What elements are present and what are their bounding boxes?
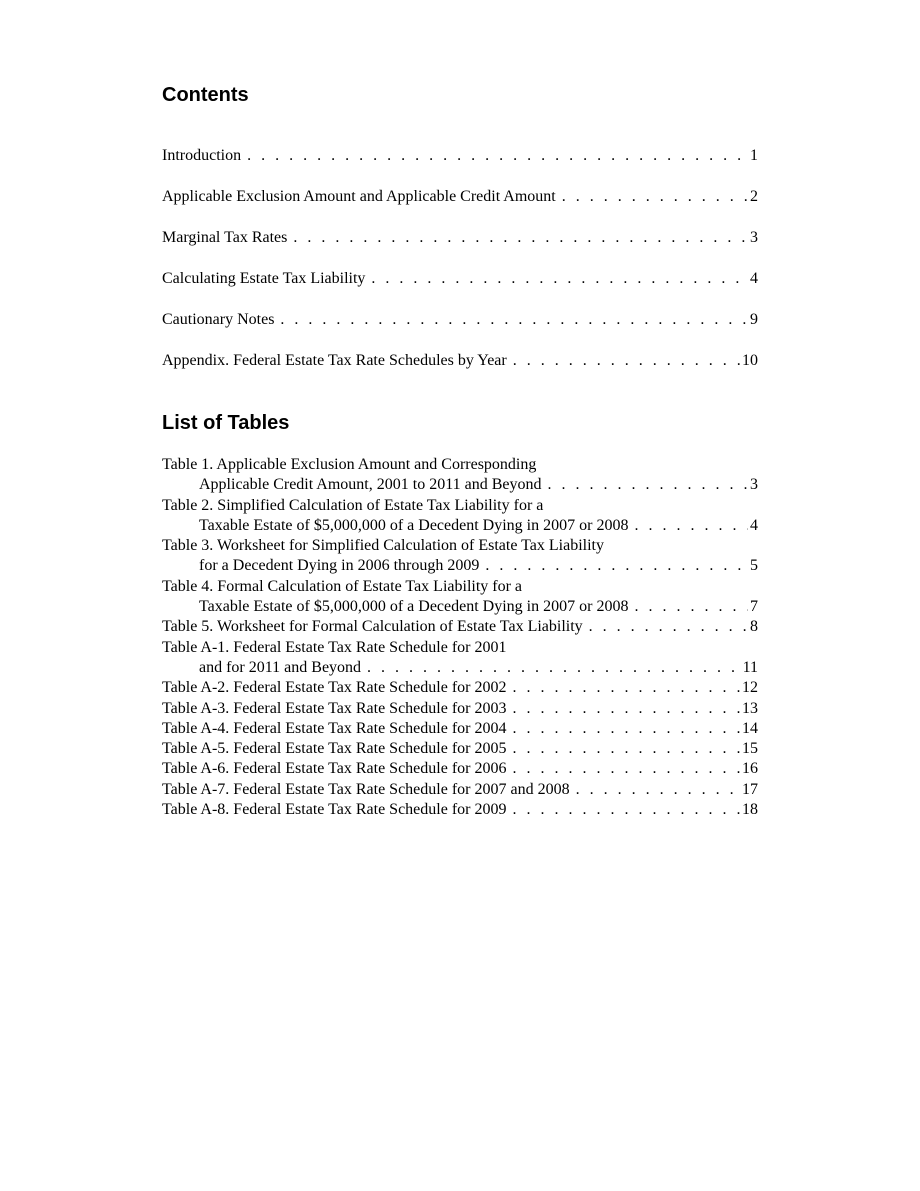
table-entry-page: 12 xyxy=(742,679,758,697)
table-entry-page: 8 xyxy=(750,618,758,636)
table-entry-page: 11 xyxy=(742,658,758,676)
dot-leader xyxy=(293,226,748,250)
table-entry-continuation xyxy=(162,475,758,495)
dot-leader xyxy=(512,739,740,759)
toc-entry-title: Applicable Exclusion Amount and Applicable Credit Amount xyxy=(162,188,556,205)
table-entry-page: 15 xyxy=(742,740,758,758)
table-entry-title: Table 4. Formal Calculation of Estate Tax Liability for a xyxy=(162,577,523,595)
table-entry-page: 14 xyxy=(742,719,758,737)
dot-leader xyxy=(280,308,748,332)
table-entry-title: Table 3. Worksheet for Simplified Calculation of Estate Tax Liability xyxy=(162,537,604,555)
contents-heading: Contents xyxy=(162,84,249,106)
table-entry-title: Table A-1. Federal Estate Tax Rate Schedule for 2001 xyxy=(162,638,507,656)
table-entry-title: Table A-8. Federal Estate Tax Rate Schedule for 2009 xyxy=(162,801,507,819)
dot-leader xyxy=(367,658,741,678)
dot-leader xyxy=(512,800,740,820)
table-entry-title: Table A-3. Federal Estate Tax Rate Schedule for 2003 xyxy=(162,699,507,717)
dot-leader xyxy=(634,516,748,536)
list-of-tables xyxy=(162,455,758,820)
dot-leader xyxy=(562,185,748,209)
table-entry-title-cont: and for 2011 and Beyond xyxy=(199,658,362,676)
toc-entry-title: Introduction xyxy=(162,147,242,164)
table-entry-page: 17 xyxy=(742,780,758,798)
dot-leader xyxy=(512,719,740,739)
table-entry[interactable] xyxy=(162,699,758,719)
table-entry-title-cont: Applicable Credit Amount, 2001 to 2011 and Beyond xyxy=(199,476,542,494)
toc-entry-page: 4 xyxy=(750,270,758,287)
table-entry-title-cont: Taxable Estate of $5,000,000 of a Decedent Dying in 2007 or 2008 xyxy=(199,598,629,616)
table-entry[interactable] xyxy=(162,536,758,577)
toc-entry[interactable] xyxy=(162,349,758,390)
toc-entry-title: Appendix. Federal Estate Tax Rate Schedules by Year xyxy=(162,352,507,369)
table-entry-continuation xyxy=(162,556,758,576)
table-entry-page: 5 xyxy=(750,557,758,575)
list-of-tables-heading: List of Tables xyxy=(162,412,290,434)
table-entry-title: Table 2. Simplified Calculation of Estate Tax Liability for a xyxy=(162,496,544,514)
table-entry-page: 18 xyxy=(742,801,758,819)
contents-list xyxy=(162,144,758,390)
table-entry-title: Table A-4. Federal Estate Tax Rate Schedule for 2004 xyxy=(162,719,507,737)
table-entry-page: 16 xyxy=(742,760,758,778)
table-entry[interactable] xyxy=(162,719,758,739)
toc-entry[interactable] xyxy=(162,185,758,226)
toc-entry-page: 3 xyxy=(750,229,758,246)
table-entry-title: Table 5. Worksheet for Formal Calculation of Estate Tax Liability xyxy=(162,618,583,636)
dot-leader xyxy=(513,349,740,373)
dot-leader xyxy=(576,780,740,800)
table-entry[interactable] xyxy=(162,455,758,496)
dot-leader xyxy=(247,144,748,168)
table-entry-page: 3 xyxy=(750,476,758,494)
table-entry-title-cont: for a Decedent Dying in 2006 through 2009 xyxy=(199,557,480,575)
toc-entry-page: 9 xyxy=(750,311,758,328)
toc-entry-title: Marginal Tax Rates xyxy=(162,229,288,246)
table-entry-title: Table A-5. Federal Estate Tax Rate Schedule for 2005 xyxy=(162,740,507,758)
toc-entry-page: 2 xyxy=(750,188,758,205)
table-entry-page: 4 xyxy=(750,516,758,534)
dot-leader xyxy=(512,678,740,698)
toc-entry[interactable] xyxy=(162,308,758,349)
table-entry-title: Table A-6. Federal Estate Tax Rate Schedule for 2006 xyxy=(162,760,507,778)
dot-leader xyxy=(634,597,748,617)
table-entry-title-cont: Taxable Estate of $5,000,000 of a Decedent Dying in 2007 or 2008 xyxy=(199,516,629,534)
table-entry[interactable] xyxy=(162,759,758,779)
table-entry-continuation xyxy=(162,658,758,678)
table-entry-continuation xyxy=(162,516,758,536)
table-entry[interactable] xyxy=(162,496,758,537)
toc-entry-page: 1 xyxy=(750,147,758,164)
table-entry-continuation xyxy=(162,597,758,617)
dot-leader xyxy=(512,699,740,719)
dot-leader xyxy=(589,617,748,637)
table-entry[interactable] xyxy=(162,577,758,618)
table-entry-title: Table A-7. Federal Estate Tax Rate Schedule for 2007 and 2008 xyxy=(162,780,570,798)
dot-leader xyxy=(547,475,748,495)
toc-entry-title: Cautionary Notes xyxy=(162,311,275,328)
dot-leader xyxy=(512,759,740,779)
table-entry-title: Table A-2. Federal Estate Tax Rate Schedule for 2002 xyxy=(162,679,507,697)
table-entry-title: Table 1. Applicable Exclusion Amount and Corresponding xyxy=(162,456,537,473)
table-entry[interactable] xyxy=(162,678,758,698)
table-entry-page: 13 xyxy=(742,699,758,717)
toc-entry-title: Calculating Estate Tax Liability xyxy=(162,270,366,287)
dot-leader xyxy=(485,556,748,576)
table-entry[interactable] xyxy=(162,638,758,679)
table-entry[interactable] xyxy=(162,617,758,637)
table-entry[interactable] xyxy=(162,800,758,820)
table-entry[interactable] xyxy=(162,739,758,759)
toc-entry[interactable] xyxy=(162,226,758,267)
table-entry[interactable] xyxy=(162,780,758,800)
table-entry-page: 7 xyxy=(750,598,758,616)
toc-entry[interactable] xyxy=(162,267,758,308)
toc-entry-page: 10 xyxy=(742,352,758,369)
dot-leader xyxy=(371,267,748,291)
toc-entry[interactable] xyxy=(162,144,758,185)
